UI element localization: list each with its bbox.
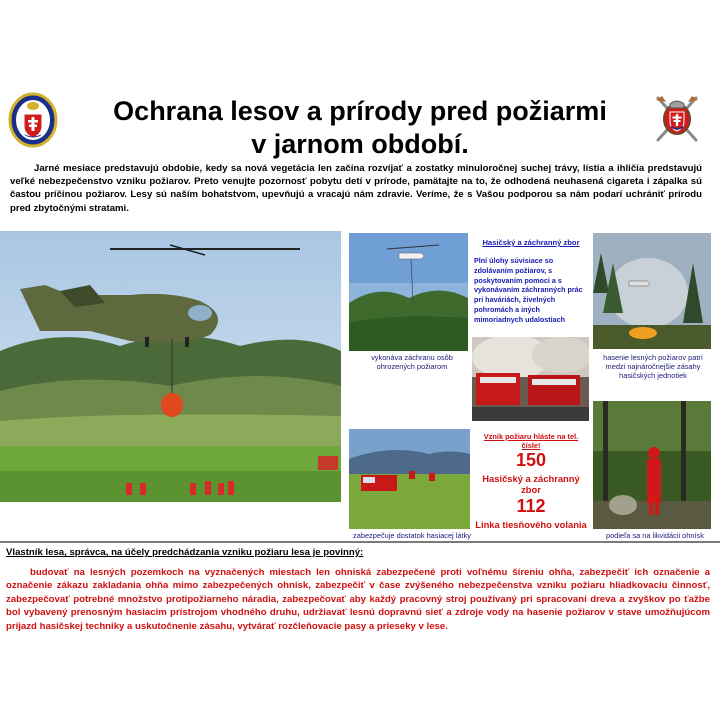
phone-number-112: 112 xyxy=(516,496,546,516)
caption-elimination: podieľa sa na likvidácii ohnísk xyxy=(606,531,704,540)
duties-paragraph: budovať na lesných pozemkoch na vyznačených miestach len ohniská zabezpečené proti voľnému šíreniu ohňa, zabezpečiť ich označenie a označenie zákazu zakladania ohňa mimo zabezpečených ohnísk, zabezpečiť v čase zvýšeného nebezpečenstva vzniku požiaru hliadkovaciu činnosť, zabezpečovať potrebné množstvo protipožiarneho náradia, zabezpečovať aby každý pracovný stroj používaný pri spracovaní dreva a zvyškov po ťažbe bol vybavený prenosným hasiacim prístrojom vhodného druhu, udržiavať lesnú dopravnú sieť a zdroje vody na hasenie požiarov v stave umožňujúcom príjazd hasičskej techniky a uskutočnenie zásahu, vytvárať rozčleňovacie pasy a prieseky v lese. xyxy=(6,567,710,632)
page-title-line-2: v jarnom období. xyxy=(251,129,469,159)
section-divider xyxy=(0,541,720,543)
fire-trucks-smoke-photo xyxy=(472,337,589,421)
phone-label-fire-rescue: Hasičský a záchranný zbor xyxy=(482,473,580,495)
fire-truck-field-photo xyxy=(349,429,470,529)
caption-water: zabezpečuje dostatok hasiacej látky xyxy=(353,531,471,540)
duties-heading: Vlastník lesa, správca, na účely predchádzania vzniku požiaru lesa je povinný: xyxy=(6,547,364,558)
firefighter-forest-photo xyxy=(593,401,711,529)
page-title-line-1: Ochrana lesov a prírody pred požiarmi xyxy=(113,96,607,126)
intro-paragraph: Jarné mesiace predstavujú obdobie, kedy sa nová vegetácia len začína rozvíjať a zostatky minuloročnej suchej trávy, lístia a ihličia predstavujú veľké nebezpečenstvo vzniku požiarov. Preto venujte pozornosť pobytu detí v prírode, pamätajte na to, že odhodená neuhasená cigareta i zápalka sú častou príčinou požiarov. Lesy sú naším bohatstvom, upevňujú a vracajú nám zdravie. Veríme, že s Vašou podporou sa nám podarí uchrániť prírodu pred zbytočnými stratami. xyxy=(10,163,702,214)
phone-label-emergency: Linka tiesňového volania xyxy=(475,519,587,530)
helicopter-water-drop-photo xyxy=(0,231,341,502)
helicopter-over-hills-photo xyxy=(349,233,468,351)
caption-forest-fires: hasenie lesných požiarov patrí medzi najnáročnejšie zásahy hasičských jednotiek xyxy=(603,353,703,380)
info-heading: Hasičský a záchranný zbor xyxy=(482,238,580,247)
fire-rescue-badge-icon xyxy=(8,92,58,148)
phone-number-150: 150 xyxy=(515,450,547,470)
forest-fire-helicopter-photo xyxy=(593,233,711,349)
caption-rescue: vykonáva záchranu osôb ohrozených požiarom xyxy=(371,353,453,371)
info-description: Plní úlohy súvisiace so zdolávaním požiarov, s poskytovaním pomoci a s vykonávaním záchranných prác pri haváriách, živelných pohromách a iných mimoriadnych udalostiach xyxy=(474,256,583,324)
report-fire-notice: Vznik požiaru hláste na tel. čísle! xyxy=(483,432,579,450)
